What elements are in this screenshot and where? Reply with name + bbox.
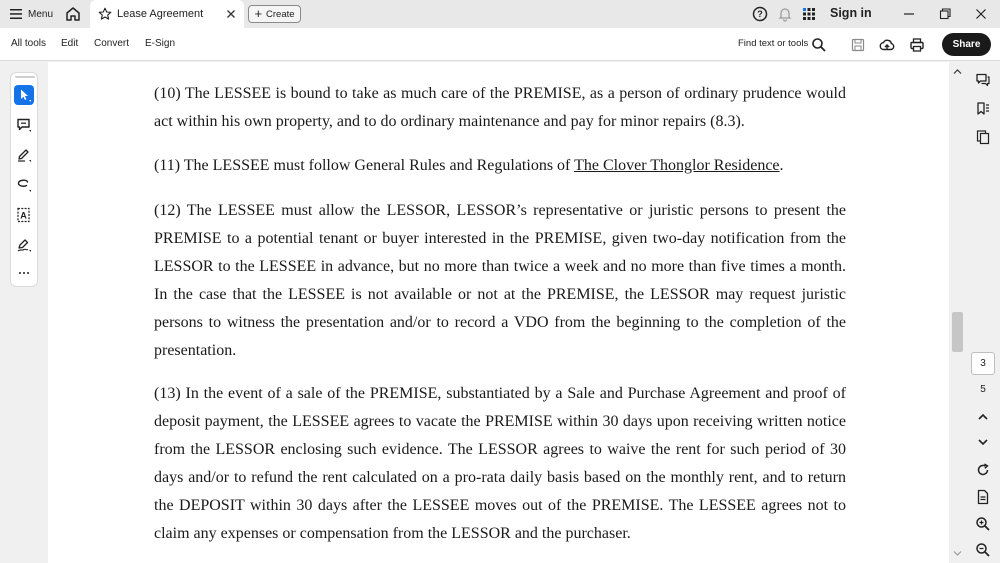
comments-panel-button[interactable] bbox=[974, 71, 992, 89]
sign-in-link[interactable]: Sign in bbox=[830, 6, 872, 20]
cloud-upload-icon bbox=[878, 36, 896, 54]
home-button[interactable] bbox=[64, 5, 82, 23]
menu-all-tools[interactable]: All tools bbox=[11, 38, 47, 49]
bookmarks-panel-button[interactable] bbox=[974, 100, 992, 118]
svg-text:A: A bbox=[20, 210, 27, 221]
create-label: Create bbox=[266, 8, 295, 20]
sign-tool-button[interactable] bbox=[14, 235, 34, 255]
home-icon bbox=[64, 5, 82, 23]
previous-page-button[interactable] bbox=[974, 408, 992, 426]
clause-10: (10) The LESSEE is bound to take as much care of the PREMISE, as a person of ordinary prudence would act within his own property, and to do ordinary maintenance and pay for minor repairs (8.3). bbox=[154, 85, 846, 130]
clause-11 bbox=[154, 152, 846, 180]
scroll-up-arrow-icon[interactable] bbox=[953, 68, 962, 75]
zoom-out-icon bbox=[974, 541, 992, 559]
scroll-down-arrow-icon[interactable] bbox=[953, 550, 962, 557]
title-bar bbox=[0, 0, 1000, 28]
rotate-button[interactable] bbox=[974, 461, 992, 479]
clause-12: (12) The LESSEE must allow the LESSOR, LESSOR’s representative or juristic persons to present the PREMISE to a potential tenant or buyer interested in the PREMISE, given two-day notification from the LESSOR to the LESSEE in advance, but no more than twice a week and no more than five times a month. In the case that the LESSEE is not available or not at the PREMISE, the LESSOR may request juristic persons to witness the presentation and/or to record a VDO from the beginning to the completion of the presentation. bbox=[154, 202, 846, 359]
help-icon bbox=[751, 5, 769, 23]
plus-icon: + bbox=[254, 6, 263, 21]
zoom-out-button[interactable] bbox=[974, 541, 992, 559]
select-tool-button[interactable] bbox=[14, 85, 34, 105]
document-scrollbar[interactable] bbox=[950, 62, 965, 563]
minimize-icon bbox=[900, 5, 918, 23]
close-icon bbox=[972, 5, 990, 23]
clause-11-suffix: . bbox=[779, 157, 784, 174]
svg-text:?: ? bbox=[757, 9, 763, 20]
pencil-icon bbox=[14, 145, 34, 165]
minimize-button[interactable] bbox=[900, 5, 918, 23]
rail-handle bbox=[15, 76, 35, 78]
lasso-tool-button[interactable] bbox=[14, 175, 34, 195]
tab-lease-agreement[interactable] bbox=[90, 0, 244, 28]
current-page-input[interactable]: 3 bbox=[971, 352, 995, 375]
cursor-icon bbox=[14, 85, 34, 105]
text-box-icon bbox=[14, 205, 34, 225]
tab-title: Lease Agreement bbox=[117, 8, 204, 20]
text-recognition-tool-button[interactable] bbox=[14, 205, 34, 225]
print-button[interactable] bbox=[908, 36, 926, 54]
comment-tool-button[interactable] bbox=[14, 115, 34, 135]
rotate-icon bbox=[974, 461, 992, 479]
menu-e-sign[interactable]: E-Sign bbox=[145, 38, 176, 49]
star-icon[interactable] bbox=[98, 7, 112, 21]
hamburger-icon bbox=[10, 9, 22, 19]
save-icon bbox=[849, 36, 867, 54]
notifications-button[interactable] bbox=[776, 5, 794, 23]
pages-icon bbox=[974, 128, 992, 146]
restore-button[interactable] bbox=[936, 5, 954, 23]
chevron-up-icon bbox=[974, 408, 992, 426]
close-window-button[interactable] bbox=[972, 5, 990, 23]
clause-13: (13) In the event of a sale of the PREMISE, substantiated by a Sale and Purchase Agreement and proof of deposit payment, the LESSEE agrees to vacate the PREMISE within 30 days upon receiving written notice from the LESSOR enclosing such evidence. The LESSOR agrees to waive the rent for such period of 30 days and/or to refund the rent calculated on a pro-rata daily basis based on the monthly rent, and to return the DEPOSIT within 30 days after the LESSEE moves out of the PREMISE. The LESSEE agrees not to claim any expenses or compensation from the LESSOR and the purchaser. bbox=[154, 385, 846, 542]
right-rail bbox=[966, 62, 1000, 563]
scrollbar-thumb[interactable] bbox=[952, 312, 963, 352]
apps-button[interactable] bbox=[800, 5, 818, 23]
upload-button[interactable] bbox=[878, 36, 896, 54]
close-tab-icon[interactable] bbox=[224, 7, 238, 21]
comments-icon bbox=[974, 71, 992, 89]
main-toolbar bbox=[0, 28, 1000, 61]
apps-grid-icon bbox=[800, 5, 818, 23]
draw-tool-button[interactable] bbox=[14, 145, 34, 165]
clause-11-prefix: (11) The LESSEE must follow General Rules and Regulations of bbox=[154, 157, 575, 174]
menu-label: Menu bbox=[28, 8, 54, 20]
zoom-in-button[interactable] bbox=[974, 515, 992, 533]
document-icon bbox=[974, 488, 992, 506]
pages-panel-button[interactable] bbox=[974, 128, 992, 146]
more-horizontal-icon bbox=[14, 263, 34, 283]
page-display-button[interactable] bbox=[974, 488, 992, 506]
search-button[interactable] bbox=[810, 36, 828, 54]
print-icon bbox=[908, 36, 926, 54]
find-text-or-tools[interactable]: Find text or tools bbox=[738, 38, 809, 49]
comment-icon bbox=[14, 115, 34, 135]
search-icon bbox=[810, 36, 828, 54]
zoom-in-icon bbox=[974, 515, 992, 533]
save-button[interactable] bbox=[849, 36, 867, 54]
create-button[interactable] bbox=[248, 5, 301, 23]
lasso-icon bbox=[14, 175, 34, 195]
share-button[interactable]: Share bbox=[942, 33, 991, 56]
restore-icon bbox=[936, 5, 954, 23]
chevron-down-icon bbox=[974, 433, 992, 451]
more-tools-button[interactable] bbox=[14, 263, 34, 283]
menu-convert[interactable]: Convert bbox=[94, 38, 130, 49]
clause-11-residence-link[interactable]: The Clover Thonglor Residence bbox=[574, 157, 780, 174]
left-tool-rail bbox=[10, 72, 38, 287]
document-page bbox=[48, 62, 949, 563]
next-page-button[interactable] bbox=[974, 433, 992, 451]
signature-pen-icon bbox=[14, 235, 34, 255]
menu-button[interactable] bbox=[10, 5, 53, 23]
bell-icon bbox=[776, 5, 794, 23]
bookmark-icon bbox=[974, 100, 992, 118]
menu-edit[interactable]: Edit bbox=[61, 38, 79, 49]
help-button[interactable] bbox=[751, 5, 769, 23]
total-pages: 5 bbox=[980, 384, 986, 395]
